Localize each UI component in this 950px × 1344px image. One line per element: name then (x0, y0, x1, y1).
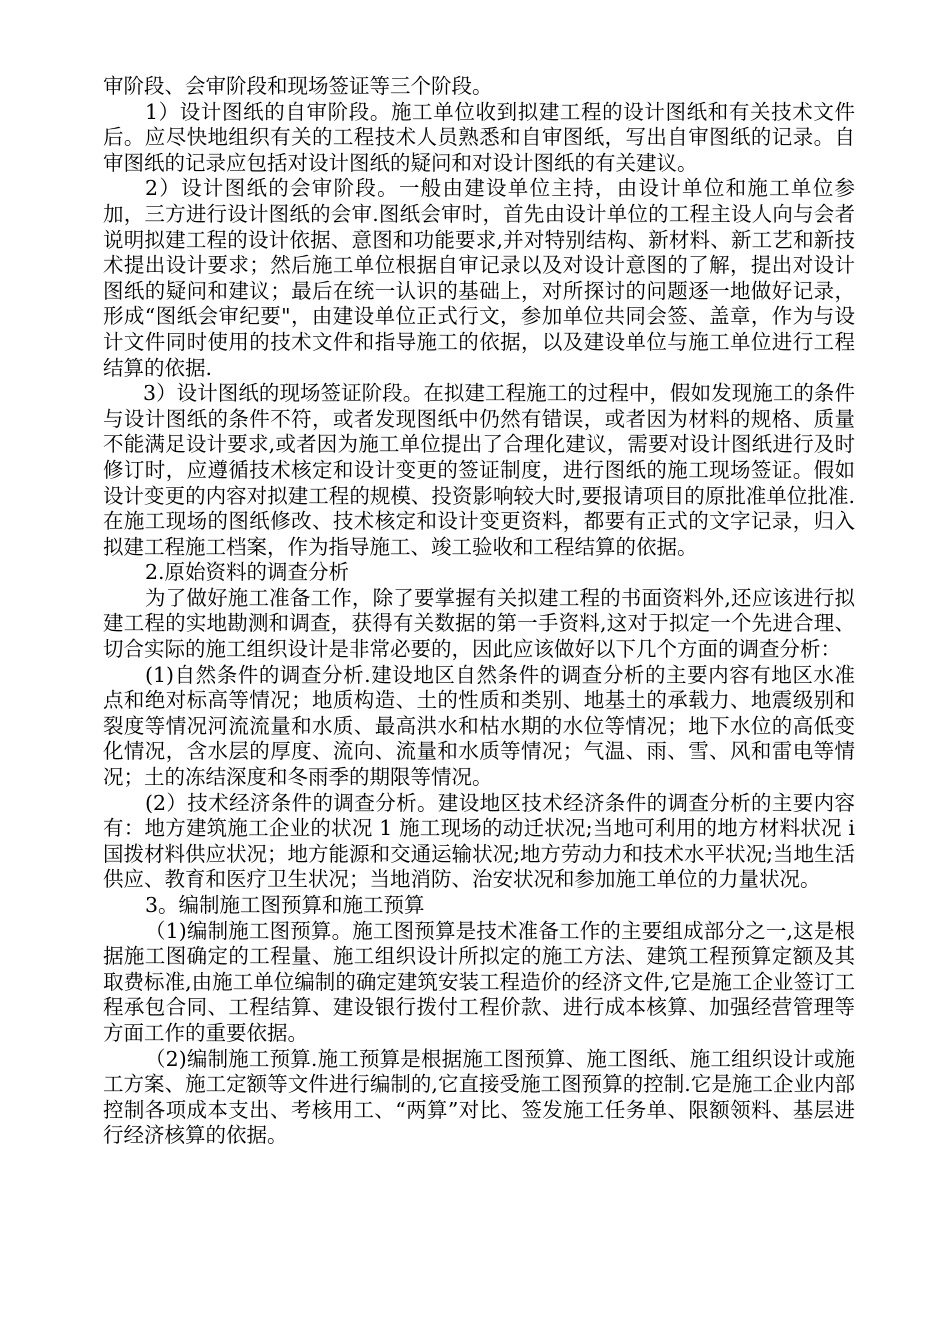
paragraph-site-visa-stage: 3）设计图纸的现场签证阶段。在拟建工程施工的过程中，假如发现施工的条件与设计图纸的条件不符，或者发现图纸中仍然有错误，或者因为材料的规格、质量不能满足设计要求,或者因为施工单位提出了合理化建议，需要对设计图纸进行及时修订时，应遵循技术核定和设计变更的签证制度，进行图纸的施工现场签证。假如设计变更的内容对拟建工程的规模、投资影响较大时,要报请项目的原批准单位批准.在施工现场的图纸修改、技术核定和设计变更资料，都要有正式的文字记录，归入拟建工程施工档案，作为指导施工、竣工验收和工程结算的依据。 (103, 381, 855, 559)
paragraph-construction-drawing-budget: （1)编制施工图预算。施工图预算是技术准备工作的主要组成部分之一,这是根据施工图确定的工程量、施工组织设计所拟定的施工方法、建筑工程预算定额及其取费标准,由施工单位编制的确定建筑安装工程造价的经济文件,它是施工企业签订工程承包合同、工程结算、建设银行拨付工程价款、进行成本核算、加强经营管理等方面工作的重要依据。 (103, 918, 855, 1045)
paragraph-technical-economic-conditions: (2）技术经济条件的调查分析。建设地区技术经济条件的调查分析的主要内容有：地方建筑施工企业的状况 1 施工现场的动迁状况;当地可利用的地方材料状况 i 国拨材料供应状况；地方能源和交通运输状况;地方劳动力和技术水平状况;当地生活供应、教育和医疗卫生状况；当地消防、治安状况和参加施工单位的力量状况。 (103, 790, 855, 892)
heading-budget-preparation: 3。编制施工图预算和施工预算 (145, 893, 425, 917)
paragraph-joint-review-stage: 2）设计图纸的会审阶段。一般由建设单位主持，由设计单位和施工单位参加，三方进行设计图纸的会审.图纸会审时，首先由设计单位的工程主设人向与会者说明拟建工程的设计依据、意图和功能要求,并对特别结构、新材料、新工艺和新技术提出设计要求；然后施工单位根据自审记录以及对设计意图的了解，提出对设计图纸的疑问和建议；最后在统一认识的基础上，对所探讨的问题逐一地做好记录，形成“图纸会审纪要"，由建设单位正式行文，参加单位共同会签、盖章，作为与设计文件同时使用的技术文件和指导施工的依据，以及建设单位与施工单位进行工程结算的依据. (103, 176, 855, 380)
paragraph-construction-budget: （2)编制施工预算.施工预算是根据施工图预算、施工图纸、施工组织设计或施工方案、施工定额等文件进行编制的,它直接受施工图预算的控制.它是施工企业内部控制各项成本支出、考核用工、“两算”对比、签发施工任务单、限额领料、基层进行经济核算的依据。 (103, 1046, 855, 1148)
heading-original-data-survey: 2.原始资料的调查分析 (145, 560, 350, 585)
paragraph-self-review-stage: 1）设计图纸的自审阶段。施工单位收到拟建工程的设计图纸和有关技术文件后。应尽快地组织有关的工程技术人员熟悉和自审图纸，写出自审图纸的记录。自审图纸的记录应包括对设计图纸的疑问和对设计图纸的有关建议。 (103, 99, 855, 175)
document-body (103, 74, 855, 1149)
paragraph-review-stages-intro: 审阶段、会审阶段和现场签证等三个阶段。 (103, 74, 493, 98)
paragraph-survey-intro: 为了做好施工准备工作，除了要掌握有关拟建工程的书面资料外,还应该进行拟建工程的实地勘测和调查，获得有关数据的第一手资料,这对于拟定一个先进合理、切合实际的施工组织设计是非常必要的，因此应该做好以下几个方面的调查分析： (103, 585, 855, 662)
paragraph-natural-conditions: (1)自然条件的调查分析.建设地区自然条件的调查分析的主要内容有地区水准点和绝对标高等情况；地质构造、土的性质和类别、地基土的承载力、地震级别和裂度等情况河流流量和水质、最高洪水和枯水期的水位等情况；地下水位的高低变化情况，含水层的厚度、流向、流量和水质等情况；气温、雨、雪、风和雷电等情况；土的冻结深度和冬雨季的期限等情况。 (103, 662, 855, 790)
